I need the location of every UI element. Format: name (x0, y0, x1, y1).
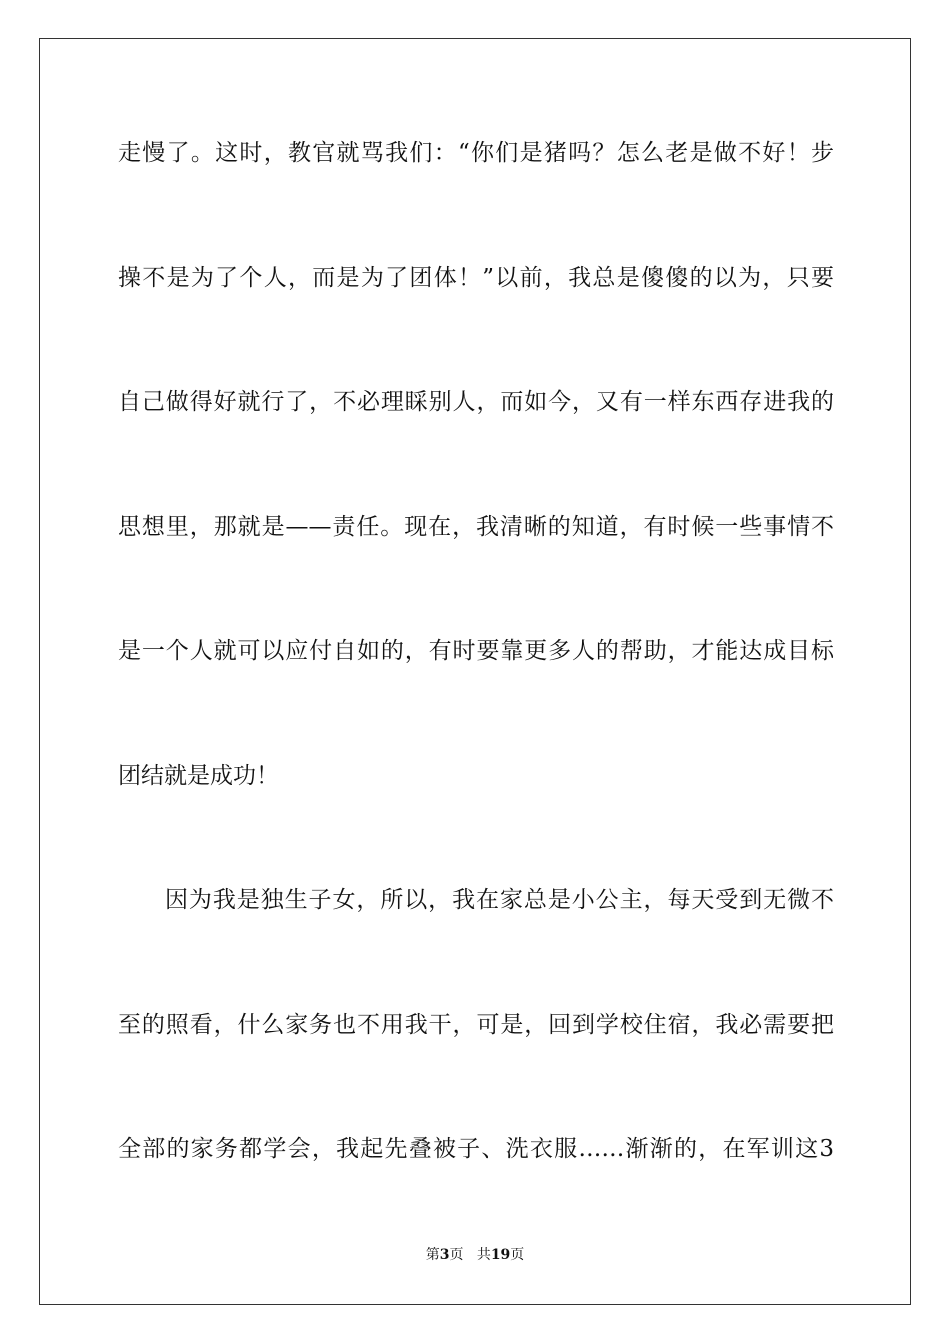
footer-total-pages: 19 (490, 1247, 511, 1263)
paragraph-line-2: 操不是为了个人，而是为了团体！”以前，我总是傻傻的以为，只要 (118, 265, 834, 291)
footer-prefix: 第 (425, 1247, 440, 1263)
paragraph-line-8: 至的照看，什么家务也不用我干，可是，回到学校住宿，我必需要把 (118, 1012, 834, 1038)
footer-page-suffix: 页 (449, 1247, 464, 1263)
paragraph-line-4: 思想里，那就是——责任。现在，我清晰的知道，有时候一些事情不 (118, 514, 834, 540)
footer-page-number: 3 (439, 1247, 450, 1263)
footer-total-prefix: 共 (476, 1247, 491, 1263)
page-border (39, 38, 911, 1305)
paragraph-line-7: 因为我是独生子女，所以，我在家总是小公主，每天受到无微不 (165, 887, 834, 913)
paragraph-line-6: 团结就是成功！ (118, 763, 279, 789)
paragraph-line-5: 是一个人就可以应付自如的，有时要靠更多人的帮助，才能达成目标 (118, 638, 834, 664)
paragraph-line-3: 自己做得好就行了，不必理睬别人，而如今，又有一样东西存进我的 (118, 389, 834, 415)
paragraph-line-1: 走慢了。这时，教官就骂我们：“你们是猪吗？怎么老是做不好！步 (118, 140, 834, 166)
paragraph-line-9: 全部的家务都学会，我起先叠被子、洗衣服……渐渐的，在军训这3 (118, 1136, 834, 1162)
footer-total-suffix: 页 (510, 1247, 525, 1263)
page-footer (0, 1246, 950, 1264)
